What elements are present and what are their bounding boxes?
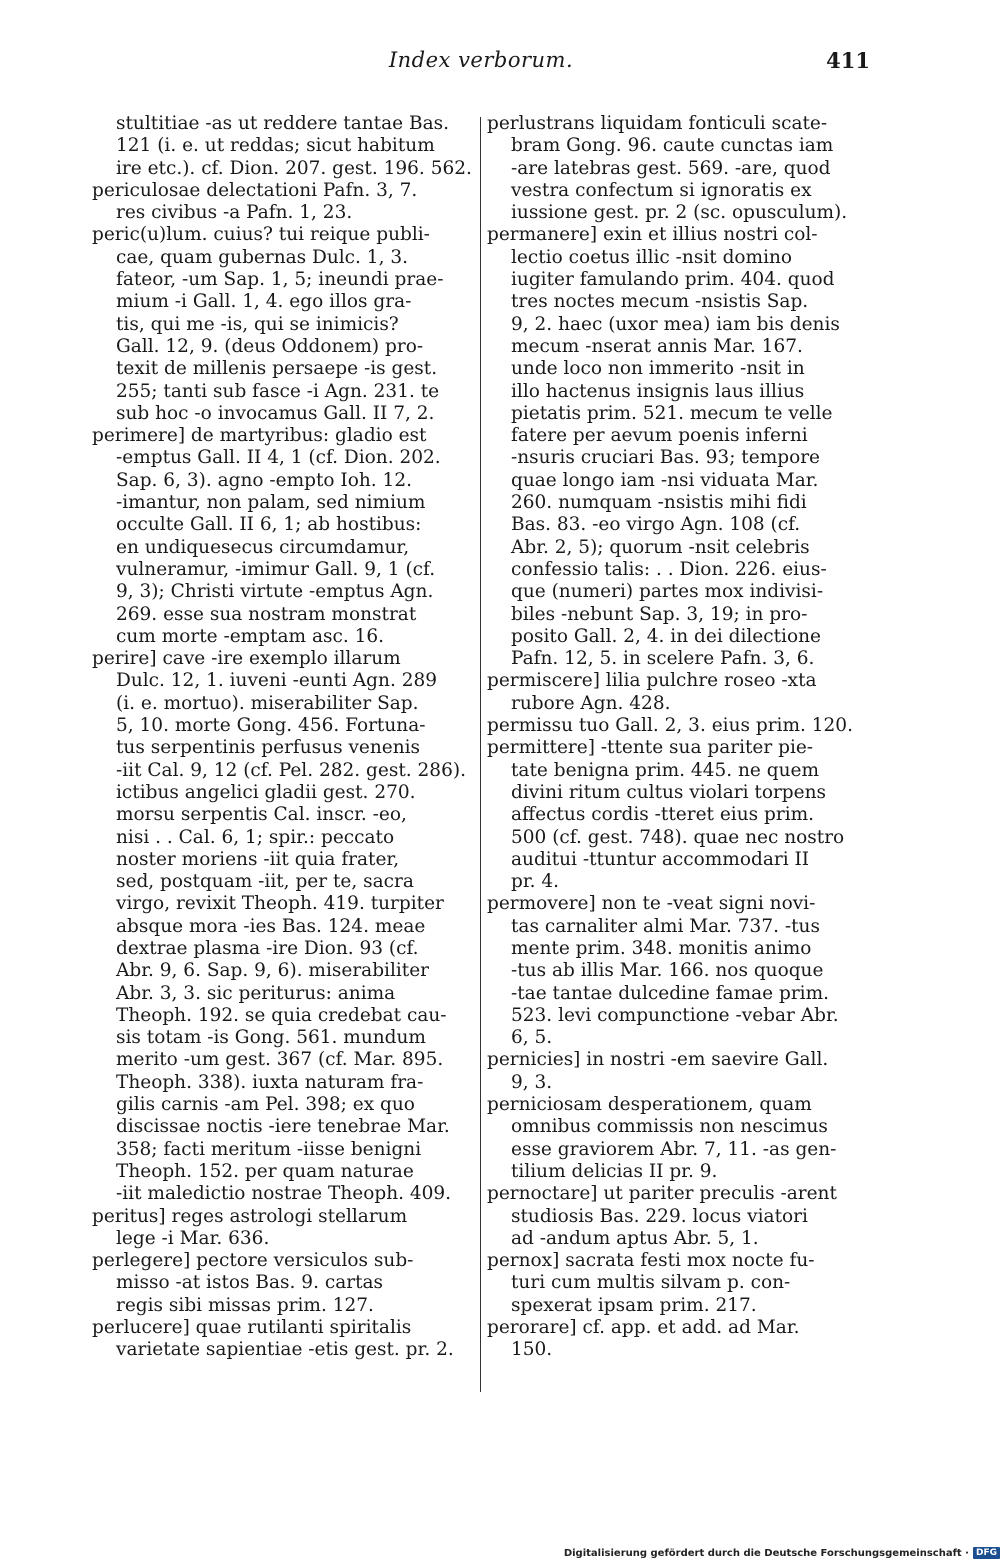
entry-headword-line: periculosae delectationi Pafn. 3, 7.: [92, 179, 418, 201]
entry-line: tres noctes mecum -nsistis Sap.: [511, 291, 809, 313]
entry-line: occulte Gall. II 6, 1; ab hostibus:: [116, 514, 422, 536]
entry-line: ire etc.). cf. Dion. 207. gest. 196. 562.: [116, 157, 472, 179]
entry-line: spexerat ipsam prim. 217.: [511, 1294, 757, 1316]
entry-line: Abr. 2, 5); quorum -nsit celebris: [511, 536, 810, 558]
entry-line: noster moriens -iit quia frater,: [116, 848, 400, 870]
entry-line: morsu serpentis Cal. inscr. -eo,: [116, 804, 407, 826]
entry-line: Pafn. 12, 5. in scelere Pafn. 3, 6.: [511, 648, 815, 670]
entry-line: Gall. 12, 9. (deus Oddonem) pro-: [116, 335, 424, 357]
entry-headword-line: peric(u)lum. cuius? tui reique publi-: [92, 224, 430, 246]
entry-line: 260. numquam -nsistis mihi fidi: [511, 492, 807, 514]
entry-line: nisi . . Cal. 6, 1; spir.: peccato: [116, 826, 395, 848]
entry-line: biles -nebunt Sap. 3, 19; in pro-: [511, 603, 808, 625]
entry-line: illo hactenus insignis laus illius: [511, 380, 805, 402]
entry-headword-line: pernoctare] ut pariter preculis -arent: [487, 1183, 837, 1205]
entry-headword-line: perire] cave -ire exemplo illarum: [92, 648, 401, 670]
entry-line: tis, qui me -is, qui se inimicis?: [116, 313, 399, 335]
entry-line: quae longo iam -nsi viduata Mar.: [511, 469, 819, 491]
entry-line: misso -at istos Bas. 9. cartas: [116, 1272, 384, 1294]
footer-text: Digitalisierung gefördert durch die Deutsche Forschungsgemeinschaft ·: [563, 1547, 969, 1559]
entry-line: cum morte -emptam asc. 16.: [116, 625, 385, 647]
entry-line: merito -um gest. 367 (cf. Mar. 895.: [116, 1049, 444, 1071]
entry-line: divini ritum cultus violari torpens: [511, 781, 826, 803]
entry-headword-line: perlustrans liquidam fonticuli scate-: [487, 113, 828, 134]
entry-line: 523. levi compunctione -vebar Abr.: [511, 1004, 839, 1026]
entry-headword-line: perimere] de martyribus: gladio est: [92, 425, 427, 447]
entry-line: varietate sapientiae -etis gest. pr. 2.: [116, 1339, 454, 1361]
entry-line: ictibus angelici gladii gest. 270.: [116, 781, 416, 803]
entry-headword-line: permissu tuo Gall. 2, 3. eius prim. 120.: [487, 715, 853, 737]
entry-line: fateor, -um Sap. 1, 5; ineundi prae-: [116, 269, 444, 291]
column-divider: [480, 117, 481, 1392]
entry-headword-line: perniciosam desperationem, quam: [487, 1094, 812, 1116]
entry-line: -tae tantae dulcedine famae prim.: [511, 982, 830, 1004]
entry-line: bram Gong. 96. caute cunctas iam: [511, 135, 834, 157]
entry-line: texit de millenis persaepe -is gest.: [116, 358, 438, 380]
entry-line: ad -andum aptus Abr. 5, 1.: [511, 1227, 759, 1249]
entry-line: 6, 5.: [511, 1027, 553, 1049]
entry-line: fatere per aevum poenis inferni: [511, 425, 808, 447]
entry-line: 255; tanti sub fasce -i Agn. 231. te: [116, 380, 440, 402]
entry-line: pietatis prim. 521. mecum te velle: [511, 402, 833, 424]
entry-line: pr. 4.: [511, 871, 560, 893]
entry-line: Abr. 9, 6. Sap. 9, 6). miserabiliter: [116, 960, 430, 982]
entry-line: lege -i Mar. 636.: [116, 1227, 270, 1249]
entry-line: rubore Agn. 428.: [511, 692, 671, 714]
entry-line: affectus cordis -tteret eius prim.: [511, 804, 815, 826]
entry-line: (i. e. mortuo). miserabiliter Sap.: [116, 692, 419, 714]
entry-line: vestra confectum si ignoratis ex: [511, 179, 812, 201]
entry-line: 269. esse sua nostram monstrat: [116, 603, 417, 625]
right-column: [487, 113, 870, 1362]
entry-line: -are latebras gest. 569. -are, quod: [511, 157, 831, 179]
entry-headword-line: peritus] reges astrologi stellarum: [92, 1205, 408, 1227]
entry-line: cae, quam gubernas Dulc. 1, 3.: [116, 246, 408, 268]
entry-line: Theoph. 338). iuxta naturam fra-: [116, 1071, 424, 1093]
entry-line: Dulc. 12, 1. iuveni -eunti Agn. 289: [116, 670, 438, 692]
entry-line: studiosis Bas. 229. locus viatori: [511, 1205, 808, 1227]
entry-line: omnibus commissis non nescimus: [511, 1116, 828, 1138]
entry-headword-line: perlegere] pectore versiculos sub-: [92, 1250, 414, 1272]
entry-line: -nsuris cruciari Bas. 93; tempore: [511, 447, 821, 469]
entry-line: dextrae plasma -ire Dion. 93 (cf.: [116, 937, 419, 959]
entry-line: iugiter famulando prim. 404. quod: [511, 269, 835, 291]
entry-line: confessio talis: . . Dion. 226. eius-: [511, 558, 827, 580]
entry-line: tate benigna prim. 445. ne quem: [511, 759, 819, 781]
entry-line: 121 (i. e. ut reddas; sicut habitum: [116, 135, 435, 157]
entry-line: turi cum multis silvam p. con-: [511, 1272, 791, 1294]
entry-line: 9, 3.: [511, 1071, 553, 1093]
entry-line: tilium delicias II pr. 9.: [511, 1160, 718, 1182]
entry-line: tus serpentinis perfusus venenis: [116, 737, 421, 759]
entry-headword-line: permittere] -ttente sua pariter pie-: [487, 737, 814, 759]
entry-line: -emptus Gall. II 4, 1 (cf. Dion. 202.: [116, 447, 441, 469]
entry-headword-line: permovere] non te -veat signi novi-: [487, 893, 816, 915]
entry-line: esse graviorem Abr. 7, 11. -as gen-: [511, 1138, 837, 1160]
entry-line: -imantur, non palam, sed nimium: [116, 492, 426, 514]
entry-line: vulneramur, -imimur Gall. 9, 1 (cf.: [116, 558, 436, 580]
entry-headword-line: permanere] exin et illius nostri col-: [487, 224, 818, 246]
entry-line: virgo, revixit Theoph. 419. turpiter: [116, 893, 444, 915]
left-column: [92, 113, 470, 1362]
entry-line: auditui -ttuntur accommodari II: [511, 848, 810, 870]
entry-line: 358; facti meritum -iisse benigni: [116, 1138, 422, 1160]
entry-line: res civibus -a Pafn. 1, 23.: [116, 202, 353, 224]
entry-line: unde loco non immerito -nsit in: [511, 358, 805, 380]
entry-line: mecum -nserat annis Mar. 167.: [511, 335, 803, 357]
entry-line: sis totam -is Gong. 561. mundum: [116, 1027, 426, 1049]
entry-line: iussione gest. pr. 2 (sc. opusculum).: [511, 202, 848, 224]
entry-line: posito Gall. 2, 4. in dei dilectione: [511, 625, 821, 647]
entry-line: Bas. 83. -eo virgo Agn. 108 (cf.: [511, 514, 801, 536]
entry-line: sub hoc -o invocamus Gall. II 7, 2.: [116, 402, 435, 424]
entry-line: 500 (cf. gest. 748). quae nec nostro: [511, 826, 845, 848]
page-number: 411: [826, 48, 870, 73]
entry-line: mium -i Gall. 1, 4. ego illos gra-: [116, 291, 412, 313]
entry-line: sed, postquam -iit, per te, sacra: [116, 871, 414, 893]
entry-line: stultitiae -as ut reddere tantae Bas.: [116, 113, 449, 134]
entry-line: 150.: [511, 1339, 553, 1361]
entry-line: 5, 10. morte Gong. 456. Fortuna-: [116, 715, 426, 737]
entry-line: Theoph. 192. se quia credebat cau-: [116, 1004, 447, 1026]
entry-line: Abr. 3, 3. sic periturus: anima: [116, 982, 396, 1004]
entry-headword-line: perorare] cf. app. et add. ad Mar.: [487, 1317, 800, 1339]
entry-line: mente prim. 348. monitis animo: [511, 937, 812, 959]
entry-line: Theoph. 152. per quam naturae: [116, 1160, 414, 1182]
entry-line: 9, 2. haec (uxor mea) iam bis denis: [511, 313, 840, 335]
entry-line: -iit Cal. 9, 12 (cf. Pel. 282. gest. 286).: [116, 759, 466, 781]
entry-line: -tus ab illis Mar. 166. nos quoque: [511, 960, 824, 982]
running-title: Index verborum.: [388, 48, 574, 72]
entry-line: gilis carnis -am Pel. 398; ex quo: [116, 1094, 415, 1116]
entry-line: -iit maledictio nostrae Theoph. 409.: [116, 1183, 452, 1205]
entry-line: en undiquesecus circumdamur,: [116, 536, 410, 558]
entry-line: lectio coetus illic -nsit domino: [511, 246, 793, 268]
entry-headword-line: perlucere] quae rutilanti spiritalis: [92, 1317, 412, 1339]
entry-headword-line: pernicies] in nostri -em saevire Gall.: [487, 1049, 829, 1071]
entry-headword-line: pernox] sacrata festi mox nocte fu-: [487, 1250, 815, 1272]
entry-headword-line: permiscere] lilia pulchre roseo -xta: [487, 670, 817, 692]
entry-line: Sap. 6, 3). agno -empto Ioh. 12.: [116, 469, 412, 491]
entry-line: que (numeri) partes mox indivisi-: [511, 581, 824, 603]
entry-line: discissae noctis -iere tenebrae Mar.: [116, 1116, 450, 1138]
entry-line: regis sibi missas prim. 127.: [116, 1294, 374, 1316]
entry-line: tas carnaliter almi Mar. 737. -tus: [511, 915, 820, 937]
entry-line: absque mora -ies Bas. 124. meae: [116, 915, 426, 937]
digitization-credit: [564, 1547, 1000, 1559]
page-header: [92, 48, 870, 82]
entry-line: 9, 3); Christi virtute -emptus Agn.: [116, 581, 434, 603]
dfg-logo-icon: DFG: [973, 1547, 1000, 1559]
